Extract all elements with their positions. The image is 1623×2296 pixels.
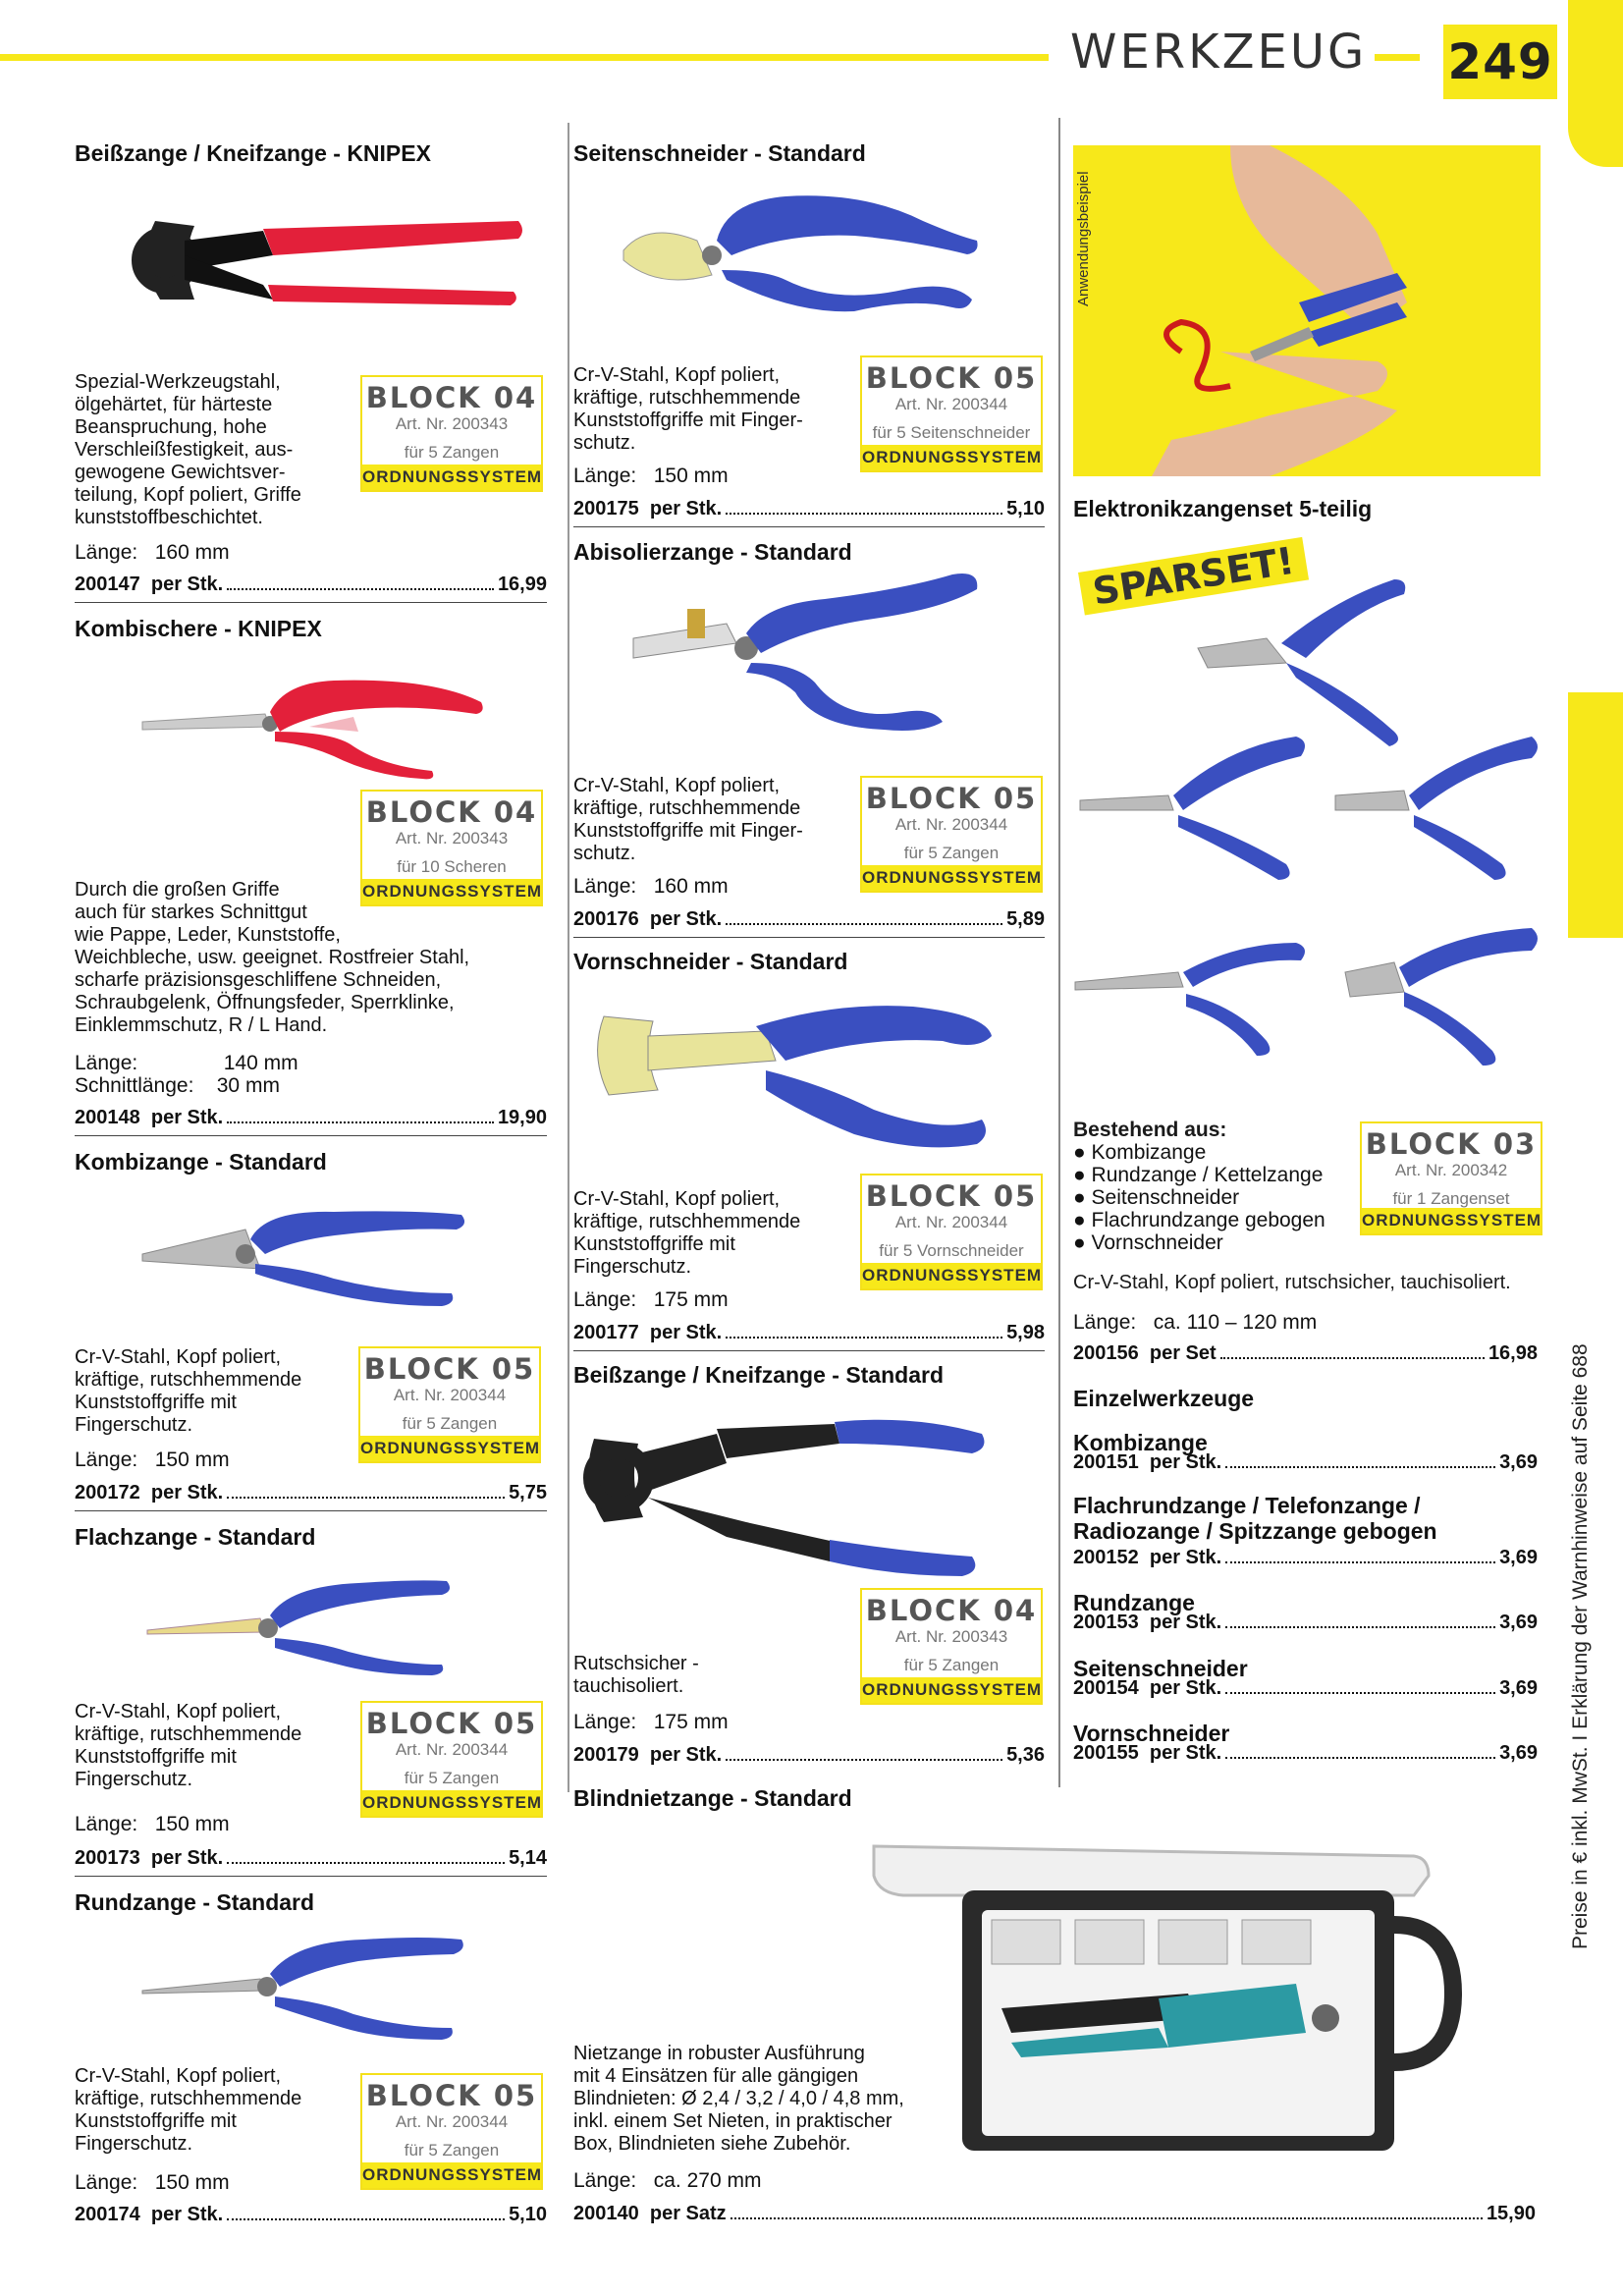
article-number: 200154 [1073,1677,1139,1699]
block-capacity: für 5 Zangen [404,2141,500,2159]
unit: per Stk. [150,1482,224,1503]
flat-nose-pliers-image [142,1571,457,1679]
block-art-number: Art. Nr. 200343 [894,1627,1008,1646]
price: 5,89 [1006,908,1045,930]
article-number: 200174 [75,2204,140,2225]
single-tool-name: Flachrundzange / Telefonzange / Radiozange / Spitzzange gebogen [1073,1493,1437,1544]
product-title: Seitenschneider - Standard [573,140,866,166]
article-number: 200148 [75,1107,140,1128]
price-row [75,574,547,603]
product-description: Spezial-Werkzeugstahl, ölgehärtet, für härteste Beanspruchung, hohe Verschleißfestigkeit, aus- gewogene Gewichtsver- teilung, Kopf poliert, Griffe kunststoffbeschichtet. [75,371,301,528]
price-row [75,1847,547,1877]
unit: per Set [1149,1342,1217,1364]
consists-of-label: Bestehend aus: [1073,1119,1227,1141]
block-label: ORDNUNGSSYSTEM [362,2162,541,2188]
price: 5,14 [509,1847,547,1869]
block-ordnungssystem-badge [860,1174,1043,1290]
single-tool-name: Rundzange [1073,1590,1195,1615]
block-title: BLOCK 03 [1365,1127,1538,1161]
price: 3,69 [1499,1677,1538,1699]
round-nose-pliers-image [137,1930,471,2043]
article-number: 200151 [1073,1451,1139,1473]
product-length: Länge: ca. 110 – 120 mm [1073,1311,1318,1334]
block-art-number: Art. Nr. 200344 [393,1386,507,1404]
unit: per Stk. [150,2204,224,2225]
price: 19,90 [497,1107,547,1128]
hands-with-pliers-image [1073,145,1541,476]
block-label: ORDNUNGSSYSTEM [862,1677,1041,1703]
list-item: ● Vornschneider [1073,1231,1325,1254]
product-description: Cr-V-Stahl, Kopf poliert, kräftige, rutschhemmende Kunststoffgriffe mit Finger- schutz. [573,775,803,864]
price: 15,90 [1486,2203,1536,2224]
block-capacity: für 5 Zangen [404,443,500,462]
block-label: ORDNUNGSSYSTEM [360,1436,539,1461]
block-capacity: für 1 Zangenset [1392,1189,1510,1208]
block-capacity: für 10 Scheren [397,857,507,876]
price-row [573,1744,1045,1773]
product-length: Länge: 140 mm Schnittlänge: 30 mm [75,1052,298,1097]
product-description: Rutschsicher - tauchisoliert. [573,1653,699,1697]
unit: per Stk. [1149,1451,1222,1473]
price: 3,69 [1499,1547,1538,1568]
block-title: BLOCK 05 [363,1352,536,1386]
product-title: Beißzange / Kneifzange - KNIPEX [75,140,431,166]
block-title: BLOCK 05 [865,361,1038,395]
end-cutting-pliers-black-image [579,1414,992,1581]
price-row [1073,1677,1538,1706]
application-example-photo [1073,145,1541,476]
end-cutting-pliers-red-image [126,201,528,329]
block-title: BLOCK 04 [865,1594,1038,1627]
list-item: ● Seitenschneider [1073,1186,1325,1209]
article-number: 200156 [1073,1342,1139,1364]
article-number: 200173 [75,1847,140,1869]
article-number: 200176 [573,908,639,930]
price-row [1073,1451,1538,1480]
register-tab-middle [1568,692,1623,938]
article-number: 200155 [1073,1742,1139,1764]
electronics-pliers-set-image [1070,570,1551,1090]
unit: per Stk. [1149,1742,1222,1764]
price-row [1073,1342,1538,1371]
block-ordnungssystem-badge [860,1588,1043,1705]
sparset-badge: SPARSET! [1078,537,1309,616]
block-label: ORDNUNGSSYSTEM [862,865,1041,891]
price: 3,69 [1499,1742,1538,1764]
block-capacity: für 5 Zangen [903,844,1000,862]
product-length: Länge: 160 mm [573,875,729,898]
price: 3,69 [1499,1612,1538,1633]
unit: per Satz [649,2203,727,2224]
block-art-number: Art. Nr. 200344 [894,1213,1008,1231]
block-ordnungssystem-badge [358,1346,541,1463]
article-number: 200175 [573,498,639,519]
block-ordnungssystem-badge [360,375,543,492]
product-title: Rundzange - Standard [75,1889,315,1915]
product-description: Cr-V-Stahl, Kopf poliert, rutschsicher, tauchisoliert. [1073,1272,1511,1293]
price: 16,99 [497,574,547,595]
article-number: 200147 [75,574,140,595]
single-tool-name: Vornschneider [1073,1721,1230,1746]
product-length: Länge: 175 mm [573,1711,729,1733]
product-length: Länge: 175 mm [573,1288,729,1311]
block-title: BLOCK 05 [365,1707,538,1740]
product-length: Länge: 150 mm [75,1813,230,1835]
product-title: Elektronikzangenset 5-teilig [1073,496,1373,521]
wire-stripper-image [628,565,982,732]
page-number: 249 [1443,25,1557,99]
register-tab-top [1568,0,1623,167]
side-note: Preise in € inkl. MwSt. I Erklärung der Warnhinweise auf Seite 688 [1569,1343,1592,1949]
unit: per Stk. [649,908,723,930]
block-art-number: Art. Nr. 200343 [395,829,509,847]
price: 3,69 [1499,1451,1538,1473]
block-art-number: Art. Nr. 200344 [894,815,1008,834]
article-number: 200152 [1073,1547,1139,1568]
block-capacity: für 5 Zangen [903,1656,1000,1674]
price: 5,10 [509,2204,547,2225]
block-art-number: Art. Nr. 200343 [395,414,509,433]
block-ordnungssystem-badge [860,776,1043,893]
block-title: BLOCK 04 [365,795,538,829]
product-description: Cr-V-Stahl, Kopf poliert, kräftige, rutschhemmende Kunststoffgriffe mit Fingerschutz. [573,1188,801,1278]
block-label: ORDNUNGSSYSTEM [862,445,1041,470]
block-label: ORDNUNGSSYSTEM [862,1263,1041,1288]
article-number: 200153 [1073,1612,1139,1633]
price: 5,98 [1006,1322,1045,1343]
product-title: Flachzange - Standard [75,1524,316,1550]
block-label: ORDNUNGSSYSTEM [362,465,541,490]
unit: per Stk. [1149,1612,1222,1633]
block-title: BLOCK 05 [865,1179,1038,1213]
price-row [1073,1547,1538,1575]
knipex-shears-image [137,673,491,781]
unit: per Stk. [649,1322,723,1343]
product-title: Vornschneider - Standard [573,949,848,974]
column-separator [1058,118,1060,1787]
product-description: Nietzange in robuster Ausführung mit 4 Einsätzen für alle gängigen Blindnieten: Ø 2,4 / 3,2 / 4,0 / 4,8 mm, inkl. einem Set Nieten, in praktischer Box, Blindnieten siehe Zubehör. [573,2043,904,2155]
block-title: BLOCK 04 [365,381,538,414]
product-title: Kombischere - KNIPEX [75,616,322,641]
price: 5,75 [509,1482,547,1503]
price: 5,36 [1006,1744,1045,1766]
article-number: 200172 [75,1482,140,1503]
combination-pliers-blue-image [137,1200,471,1308]
price-row [573,1322,1045,1351]
product-length: Länge: 150 mm [75,1449,230,1471]
unit: per Stk. [649,498,723,519]
unit: per Stk. [1149,1677,1222,1699]
list-item: ● Kombizange [1073,1141,1325,1164]
block-ordnungssystem-badge [860,355,1043,472]
column-separator [568,123,569,1792]
block-capacity: für 5 Zangen [402,1414,498,1433]
unit: per Stk. [150,574,224,595]
product-length: Länge: ca. 270 mm [573,2169,762,2192]
product-title: Blindnietzange - Standard [573,1785,852,1811]
article-number: 200179 [573,1744,639,1766]
block-ordnungssystem-badge [1360,1121,1542,1235]
product-description: Cr-V-Stahl, Kopf poliert, kräftige, rutschhemmende Kunststoffgriffe mit Finger- schutz. [573,364,803,454]
single-tools-header: Einzelwerkzeuge [1073,1386,1255,1411]
header-rule-right [1375,54,1420,61]
product-title: Kombizange - Standard [75,1149,327,1175]
article-number: 200140 [573,2203,639,2224]
set-contents-list [1073,1141,1325,1254]
product-length: Länge: 150 mm [75,2171,230,2194]
unit: per Stk. [1149,1547,1222,1568]
unit: per Stk. [150,1107,224,1128]
price-row [1073,1742,1538,1771]
price-row [573,908,1045,938]
price: 5,10 [1006,498,1045,519]
price-row [75,1107,547,1136]
end-cutter-image [589,997,1001,1154]
price-row [573,2203,1536,2231]
block-art-number: Art. Nr. 200344 [395,2112,509,2131]
product-title: Abisolierzange - Standard [573,539,852,565]
block-art-number: Art. Nr. 200344 [395,1740,509,1759]
single-tool-name: Kombizange [1073,1430,1208,1455]
price: 16,98 [1488,1342,1538,1364]
block-ordnungssystem-badge [360,2073,543,2190]
block-label: ORDNUNGSSYSTEM [362,1790,541,1816]
unit: per Stk. [150,1847,224,1869]
block-label: ORDNUNGSSYSTEM [1362,1208,1541,1233]
list-item: ● Flachrundzange gebogen [1073,1209,1325,1231]
section-title: WERKZEUG [1070,25,1368,80]
article-number: 200177 [573,1322,639,1343]
price-row [1073,1612,1538,1640]
block-capacity: für 5 Seitenschneider [872,423,1031,442]
header-rule-left [0,54,1049,61]
block-title: BLOCK 05 [365,2079,538,2112]
block-capacity: für 5 Zangen [404,1769,500,1787]
product-length: Länge: 160 mm [75,541,230,564]
price-row [573,498,1045,527]
block-ordnungssystem-badge [360,1701,543,1818]
product-description: Cr-V-Stahl, Kopf poliert, kräftige, rutschhemmende Kunststoffgriffe mit Fingerschutz. [75,1701,302,1790]
block-label: ORDNUNGSSYSTEM [362,879,541,904]
list-item: ● Rundzange / Kettelzange [1073,1164,1325,1186]
product-description: Cr-V-Stahl, Kopf poliert, kräftige, rutschhemmende Kunststoffgriffe mit Fingerschutz. [75,1346,302,1436]
block-art-number: Art. Nr. 200344 [894,395,1008,413]
block-title: BLOCK 05 [865,782,1038,815]
price-row [75,2204,547,2232]
product-description: Durch die großen Griffe auch für starkes Schnittgut wie Pappe, Leder, Kunststoffe, Weichbleche, usw. geeignet. Rostfreier Stahl, scharfe präzisionsgeschliffene Schneiden, Schraubgelenk, Öffnungsfeder, Sperrklinke, Einklemmschutz, R / L Hand. [75,879,470,1036]
product-length: Länge: 150 mm [573,465,729,487]
product-description: Cr-V-Stahl, Kopf poliert, kräftige, rutschhemmende Kunststoffgriffe mit Fingerschutz. [75,2065,302,2155]
block-capacity: für 5 Vornschneider [879,1241,1024,1260]
price-row [75,1482,547,1511]
unit: per Stk. [649,1744,723,1766]
single-tool-name: Seitenschneider [1073,1656,1248,1681]
block-art-number: Art. Nr. 200342 [1394,1161,1508,1179]
photo-caption: Anwendungsbeispiel [1075,171,1092,306]
side-cutter-image [619,182,982,319]
product-title: Beißzange / Kneifzange - Standard [573,1362,944,1388]
